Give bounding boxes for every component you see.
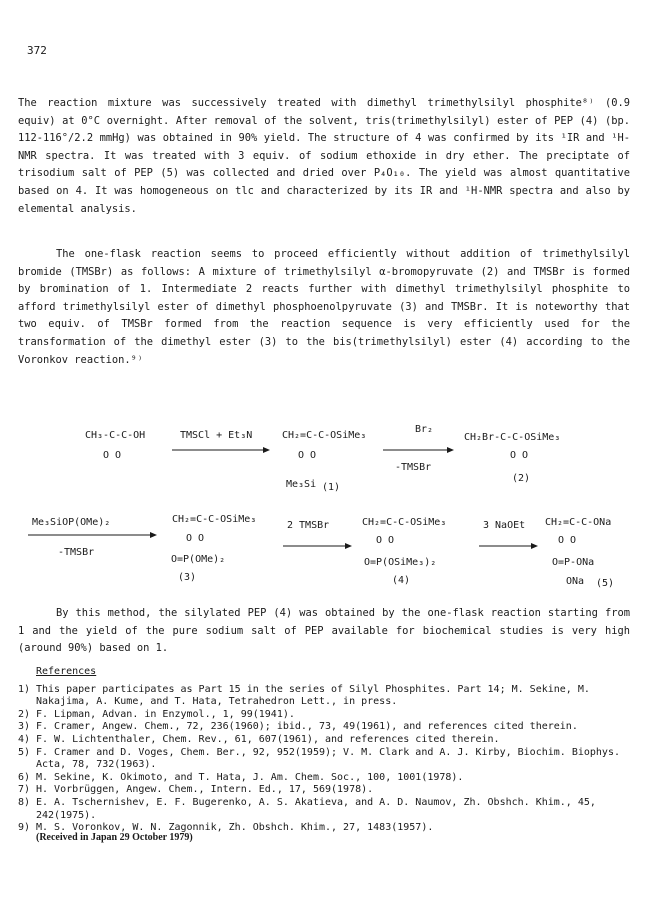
reference-item: 6) M. Sekine, K. Okimoto, and T. Hata, J. Am. Chem. Soc., 100, 1001(1978).: [18, 771, 464, 783]
received-date: (Received in Japan 29 October 1979): [36, 832, 193, 843]
scheme-compound-1-oxygens: O O: [298, 450, 317, 461]
scheme-compound-5-oxygens: O O: [558, 535, 577, 546]
arrow-4-head: [345, 543, 352, 549]
references-heading: References: [36, 666, 97, 677]
scheme-compound-5: CH₂=C-C-ONa: [545, 517, 612, 528]
scheme-byproduct-tmsbr-2: -TMSBr: [58, 547, 95, 558]
scheme-compound-1-label: (1): [322, 482, 341, 493]
scheme-compound-3-label: (3): [178, 572, 197, 583]
scheme-compound-4-phosphate: O=P(OSiMe₃)₂: [364, 557, 437, 568]
scheme-reagent-tmscl: TMSCl + Et₃N: [180, 430, 253, 441]
arrow-5-head: [531, 543, 538, 549]
reference-item: 2) F. Lipman, Advan. in Enzymol., 1, 99(1941).: [18, 708, 295, 720]
scheme-compound-5-phosphate: O=P-ONa: [552, 557, 595, 568]
scheme-compound-3-phosphate: O=P(OMe)₂: [171, 554, 226, 565]
scheme-compound-1: CH₂=C-C-OSiMe₃: [282, 430, 367, 441]
page-number: 372: [27, 44, 47, 57]
reference-item: 4) F. W. Lichtenthaler, Chem. Rev., 61, 607(1961), and references cited therein.: [18, 733, 500, 745]
scheme-compound-5-label: (5): [596, 578, 615, 589]
scheme-byproduct-tmsbr-1: -TMSBr: [395, 462, 432, 473]
scheme-compound-4: CH₂=C-C-OSiMe₃: [362, 517, 447, 528]
paragraph-3-text: By this method, the silylated PEP (4) was obtained by the one-flask reaction starting from 1 and the yield of the pure sodium salt of PEP available for biochemical studies is very high (around 90%) based on 1.: [18, 607, 630, 655]
scheme-reagent-naoet: 3 NaOEt: [483, 520, 526, 531]
scheme-compound-3: CH₂=C-C-OSiMe₃: [172, 514, 257, 525]
arrow-2-head: [447, 447, 454, 453]
scheme-compound-2-oxygens: O O: [510, 450, 529, 461]
paragraph-1: [18, 95, 630, 218]
arrow-3-head: [150, 532, 157, 538]
scheme-reagent-phosphite: Me₃SiOP(OMe)₂: [32, 517, 111, 528]
scheme-compound-2: CH₂Br-C-C-OSiMe₃: [464, 432, 561, 443]
scheme-compound-4-label: (4): [392, 575, 411, 586]
reference-item: 3) F. Cramer, Angew. Chem., 72, 236(1960); ibid., 73, 49(1961), and references cited therein.: [18, 721, 578, 733]
scheme-reagent-br2: Br₂: [415, 424, 434, 435]
scheme-compound-3-oxygens: O O: [186, 533, 205, 544]
reference-item: 5) F. Cramer and D. Voges, Chem. Ber., 92, 952(1959); V. M. Clark and A. J. Kirby, Biochim. Biophys. Acta, 78, 732(1963).: [18, 746, 620, 771]
scheme-pyruvic-acid-oxygens: O O: [103, 450, 122, 461]
arrow-1-head: [263, 447, 270, 453]
reference-item: 7) H. Vorbrüggen, Angew. Chem., Intern. Ed., 17, 569(1978).: [18, 784, 374, 796]
paragraph-2-text: The one-flask reaction seems to proceed efficiently without addition of trimethylsilyl bromide (TMSBr) as follows: A mixture of trimethylsilyl α-bromopyruvate (2) and TMSBr is formed by bromination of 1. Intermediate 2 reacts further with dimethyl trimethylsilyl phosphite to afford trimethylsilyl ester of dimethyl phosphoenolpyruvate (3) and TMSBr. It is noteworthy that two equiv. of TMSBr formed from the reaction sequence is very efficiently used for the transformation of the dimethyl ester (3) to the bis(trimethylsilyl) ester (4) according to the Voronkov reaction.⁹⁾: [18, 248, 630, 366]
reference-item: 1) This paper participates as Part 15 in the series of Silyl Phosphites. Part 14; M. Sekine, M. Nakajima, A. Kume, and T. Hata, Tetrahedron Lett., in press.: [18, 683, 590, 708]
scheme-compound-4-oxygens: O O: [376, 535, 395, 546]
paragraph-1-text: The reaction mixture was successively treated with dimethyl trimethylsilyl phosphite⁸⁾ (0.9 equiv) at 0°C overnight. After removal of the solvent, tris(trimethylsilyl) ester of PEP (4) (bp. 112-116°/2.2 mmHg) was obtained in 90% yield. The structure of 4 was confirmed by its ¹IR and ¹H-NMR spectra. It was treated with 3 equiv. of sodium ethoxide in dry ether. The preciptate of trisodium salt of PEP (5) was collected and dried over P₄O₁₀. The yield was almost quantitative based on 4. It was homogeneous on tlc and characterized by its IR and ¹H-NMR spectra and also by elemental analysis.: [18, 97, 630, 215]
scheme-compound-5-ona: ONa: [566, 576, 585, 587]
scheme-compound-2-label: (2): [512, 473, 531, 484]
paragraph-3: [18, 605, 630, 658]
scheme-reagent-2tmsbr: 2 TMSBr: [287, 520, 330, 531]
scheme-compound-1-silyl: Me₃Si: [286, 479, 317, 490]
paragraph-2: [18, 246, 630, 369]
references-section: [18, 666, 638, 835]
scheme-pyruvic-acid: CH₃-C-C-OH: [85, 430, 146, 441]
reference-item: 9) M. S. Voronkov, W. N. Zagonnik, Zh. Obshch. Khim., 27, 1483(1957).: [18, 822, 434, 834]
reference-item: 8) E. A. Tschernishev, E. F. Bugerenko, A. S. Akatieva, and A. D. Naumov, Zh. Obshch. Khim., 45, 242(1975).: [18, 796, 596, 821]
